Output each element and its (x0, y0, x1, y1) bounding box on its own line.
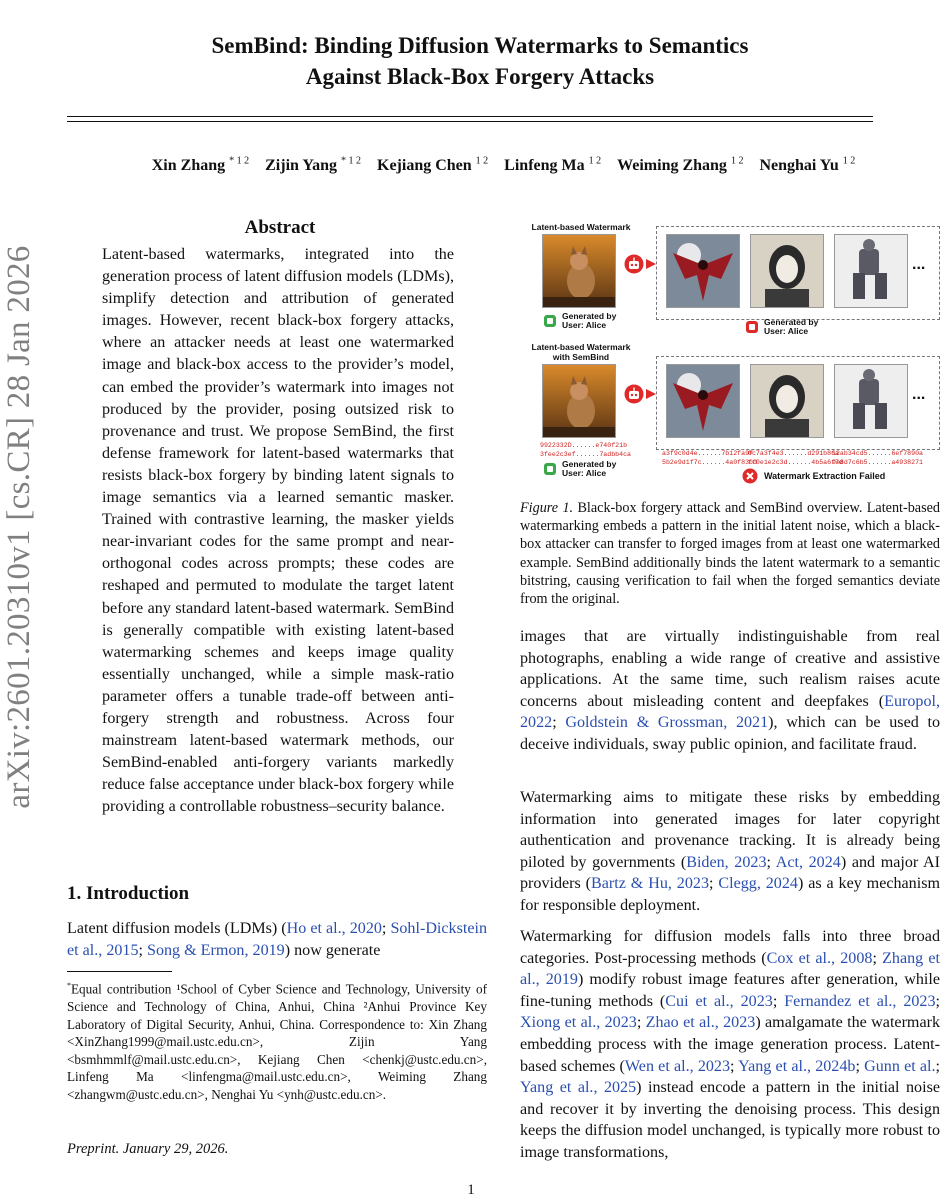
footnote-rule (67, 971, 172, 972)
citation-link[interactable]: Cui et al., 2023 (665, 992, 773, 1010)
forged-image-robot (834, 364, 908, 438)
citation-link[interactable]: Gunn et al. (864, 1057, 936, 1075)
title-rule-top (67, 116, 873, 117)
author: Kejiang Chen $^{1 2}$ (377, 156, 489, 175)
author-list (67, 156, 940, 175)
citation-link[interactable]: Bartz & Hu, 2023 (591, 875, 709, 893)
citation-link[interactable]: Biden, 2023 (686, 853, 767, 871)
more-images-ellipsis: ... (912, 256, 926, 273)
verified-icon (544, 315, 556, 327)
intro-paragraph-2: Watermarking aims to mitigate these risks by embedding information into generated images for later copyright authentication and provenance tracking. It is already being piloted by governments (Biden, 2023; Act, 2024) and major AI providers (Bartz & Hu, 2023; Clegg, 2024) as a key mechanism for responsible deployment. (520, 789, 940, 914)
paper-title (150, 30, 810, 92)
intro-paragraph-1-start: Latent diffusion models (LDMs) (Ho et al., 2020; Sohl-Dickstein et al., 2015; Song & Ermon, 2019) now generate (67, 920, 487, 959)
citation-link[interactable]: Act, 2024 (775, 853, 841, 871)
citation-link[interactable]: Song & Ermon, 2019 (147, 941, 285, 959)
citation-link[interactable]: Wen et al., 2023 (624, 1057, 731, 1075)
title-line-1: SemBind: Binding Diffusion Watermarks to Semantics (211, 33, 749, 58)
figure-label-bottom-2: with SemBind (552, 352, 610, 362)
title-line-2: Against Black-Box Forgery Attacks (305, 64, 655, 89)
citation-link[interactable]: Fernandez et al., 2023 (784, 992, 936, 1010)
citation-link[interactable]: Yang et al., 2024b (738, 1057, 856, 1075)
citation-link[interactable]: Goldstein & Grossman, 2021 (565, 714, 769, 732)
abstract-body: Latent-based watermarks, integrated into the generation process of latent diffusion models (LDMs), simplify detection and attribution of generated images. However, recent black-box forgery attacks, where an attacker needs at least one watermarked image and black-box access to the provider’s model, can embed the provider’s watermark into images not produced by the provider, posing outsized risk to provenance and trust. We propose SemBind, the first defense framework for latent-based watermarks that resists black-box forgery by binding latent signals to image semantics via a learned semantic masker. Trained with contrastive learning, the masker yields near-invariant codes for the same prompt and near-orthogonal codes across prompts; these codes are reshaped and permuted to modulate the target latent before any standard latent-based watermark. SemBind is generally compatible with existing latent-based watermarking schemes and keeps image quality essentially unchanged, while a simple mask-ratio parameter offers a tunable trade-off between anti-forgery strength and robustness. Across four mainstream latent-based watermark methods, our SemBind-enabled anti-forgery variants markedly reduce false acceptance under black-box forgery while providing a controllable robustness–security balance. (102, 246, 454, 816)
intro-paragraph-1-continued: images that are virtually indistinguishable from real photographs, enabling a wide range of creative and assistive applications. At the same time, such realism raises acute concerns about misleading content and deepfakes (Europol, 2022; Goldstein & Grossman, 2021), which can be used to deceive individuals, sway public opinion, and facilitate fraud. (520, 628, 941, 753)
abstract-heading: Abstract (244, 217, 316, 238)
author: Linfeng Ma $^{1 2}$ (504, 156, 602, 175)
citation-link[interactable]: Xiong et al., 2023 (520, 1014, 637, 1032)
forged-image-dragon (666, 234, 740, 308)
semantic-bitstring: 5b2e9d1f7c......4a0f83bd (662, 459, 757, 466)
section-heading-introduction: 1. Introduction (67, 883, 190, 904)
semantic-bitstring: ff0e1e2c3d......4b5a6f7d (748, 459, 843, 466)
semantic-bitstring: 12ab34cd5......6ef7890a (832, 450, 924, 457)
forged-icon (746, 321, 758, 333)
forged-image-portrait (750, 234, 824, 308)
generated-by-badge: Generated by User: Alice (544, 312, 616, 330)
forged-image-dragon (666, 364, 740, 438)
arxiv-sidebar-stamp: arXiv:2601.20310v1 [cs.CR] 28 Jan 2026 (1, 245, 37, 809)
citation-link[interactable]: Cox et al., 2008 (766, 949, 873, 967)
verified-icon (544, 463, 556, 475)
citation-link[interactable]: Ho et al., 2020 (286, 920, 382, 937)
citation-link[interactable]: Zhang et al., 2019 (520, 949, 940, 989)
intro-paragraph-3: Watermarking for diffusion models falls into three broad categories. Post-processing methods (Cox et al., 2008; Zhang et al., 2019) modify robust image features after generation, while fine-tuning methods (Cui et al., 2023; Fernandez et al., 2023; Xiong et al., 2023; Zhao et al., 2023) amalgamate the watermark embedding process with the image generation process. Latent-based schemes (Wen et al., 2023; Yang et al., 2024b; Gunn et al.; Yang et al., 2025) instead encode a pattern in the initial noise and recover it by inverting the denoising process. This design keeps the diffusion model unchanged, is typically more robust to image transformations, (520, 928, 941, 1161)
figure-1-caption: Figure 1. Black-box forgery attack and SemBind overview. Latent-based watermarking embeds a pattern in the initial latent noise, which a black-box attacker can transfer to forged images from at least one watermarked example. SemBind additionally binds the latent watermark to a semantic bitstring, causing verification to fail when the forged semantics deviate from the original. (520, 500, 941, 608)
semantic-bitstring: 9922332D......e740f21b (540, 442, 628, 449)
author: Zijin Yang $^{* 1 2}$ (265, 156, 361, 175)
semantic-bitstring: 3fee2c3ef......7adbb4ca (540, 451, 632, 458)
citation-link[interactable]: Europol, 2022 (520, 692, 940, 732)
attacker-robot-icon (624, 254, 644, 274)
arrow-right-icon (646, 259, 656, 269)
generated-by-badge: Generated by User: Alice (544, 460, 616, 478)
forged-image-portrait (750, 364, 824, 438)
citation-link[interactable]: Zhao et al., 2023 (645, 1014, 756, 1032)
watermarked-source-image (542, 234, 616, 308)
sembind-source-image (542, 364, 616, 438)
semantic-bitstring: a3f9c0d4e......7b12fa9f (662, 450, 754, 457)
attacker-robot-icon (624, 384, 644, 404)
generated-by-badge-forged: Generated by User: Alice (746, 318, 818, 336)
watermark-extraction-failed-label: Watermark Extraction Failed (764, 471, 886, 481)
semantic-bitstring: 0c7a3f4e3......d291b86a (748, 450, 840, 457)
forged-image-robot (834, 234, 908, 308)
fail-cross-icon (742, 468, 758, 484)
citation-link[interactable]: Clegg, 2024 (718, 875, 798, 893)
figure-label-top: Latent-based Watermark (531, 222, 631, 232)
preprint-date: Preprint. January 29, 2026. (67, 1141, 229, 1157)
figure-label-bottom-1: Latent-based Watermark (531, 342, 631, 352)
title-rule-bottom (67, 121, 873, 122)
author: Xin Zhang $^{* 1 2}$ (151, 156, 250, 175)
page-number: 1 (467, 1182, 475, 1198)
author: Weiming Zhang $^{1 2}$ (617, 156, 744, 175)
author: Nenghai Yu $^{1 2}$ (759, 156, 856, 175)
citation-link[interactable]: Yang et al., 2025 (520, 1079, 637, 1097)
more-images-ellipsis: ... (912, 386, 926, 403)
semantic-bitstring: 9e8d7c6b5......a4938271 (832, 459, 924, 466)
figure-1 (520, 218, 940, 488)
citation-link[interactable]: Sohl-Dickstein et al., 2015 (67, 920, 487, 959)
footnote: *Equal contribution ¹School of Cyber Science and Technology, University of Science and Technology of China, Anhui, China ²Anhui Province Key Laboratory of Digital Security, Anhui, China. Correspondence to: Xin Zhang <XinZhang1999@mail.ustc.edu.cn>, Zijin Yang <bsmhmmlf@mail.ustc.edu.cn>, Kejiang Chen <chenkj@ustc.edu.cn>, Linfeng Ma <linfengma@mail.ustc.edu.cn>, Weiming Zhang <zhangwm@ustc.edu.cn>, Nenghai Yu <ynh@ustc.edu.cn>. (67, 981, 487, 1102)
arrow-right-icon (646, 389, 656, 399)
